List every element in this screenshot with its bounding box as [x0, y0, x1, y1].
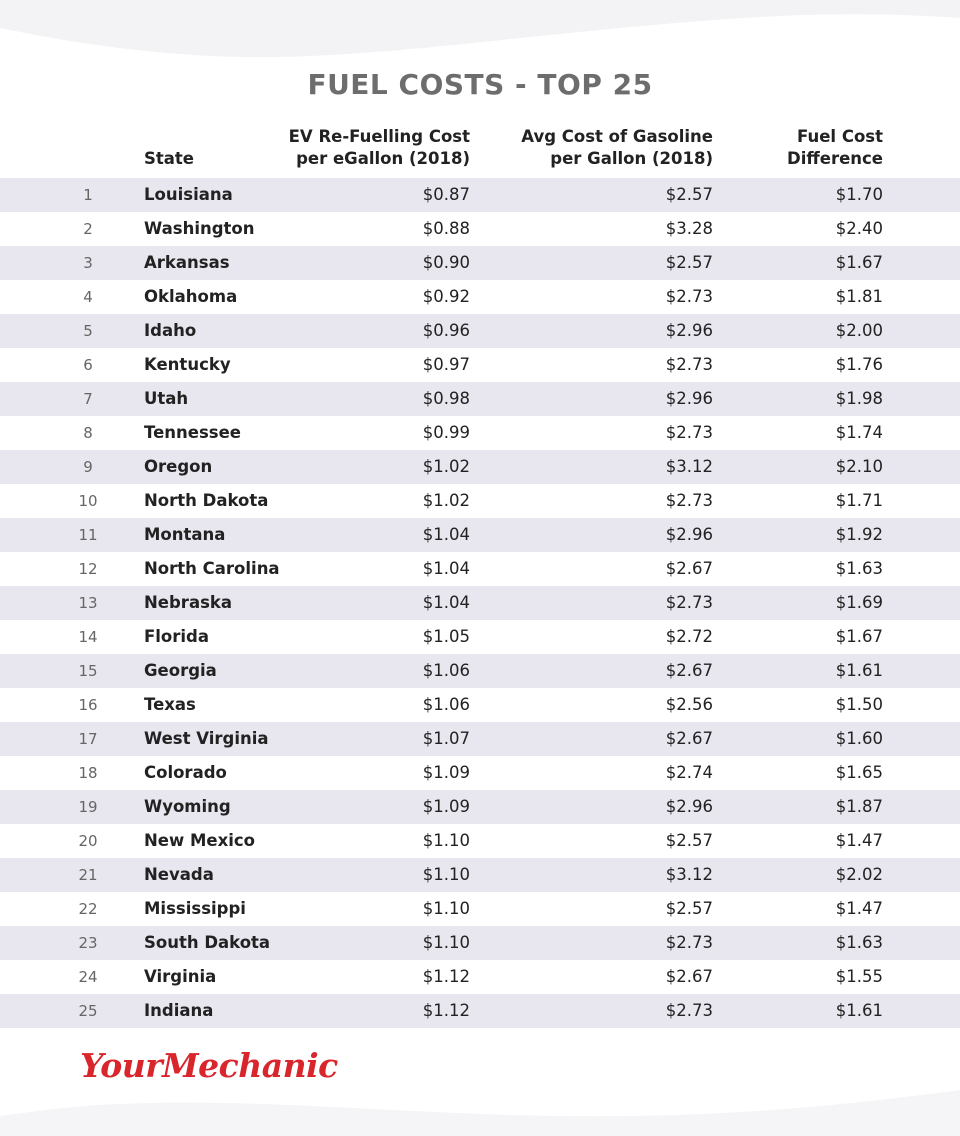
table-row [0, 382, 960, 416]
cell-diff: $1.47 [835, 899, 883, 918]
cell-state: Indiana [144, 1001, 214, 1020]
cell-ev: $0.87 [422, 185, 470, 204]
cell-state: Washington [144, 219, 255, 238]
cell-rank: 2 [83, 220, 93, 238]
cell-diff: $1.63 [835, 559, 883, 578]
cell-state: North Carolina [144, 559, 280, 578]
cell-gas: $2.73 [665, 933, 713, 952]
cell-state: Nebraska [144, 593, 233, 612]
cell-diff: $2.00 [835, 321, 883, 340]
table-row [0, 722, 960, 756]
table-row [0, 654, 960, 688]
cell-rank: 17 [78, 730, 98, 748]
cell-gas: $3.28 [665, 219, 713, 238]
cell-state: Virginia [144, 967, 217, 986]
cell-gas: $2.73 [665, 593, 713, 612]
cell-diff: $2.40 [835, 219, 883, 238]
cell-state: Kentucky [144, 355, 231, 374]
cell-rank: 19 [78, 798, 98, 816]
cell-diff: $1.70 [835, 185, 883, 204]
cell-diff: $1.98 [835, 389, 883, 408]
header-fuel-diff [787, 126, 883, 170]
cell-ev: $1.09 [422, 797, 470, 816]
table-body [0, 178, 960, 1028]
cell-rank: 5 [83, 322, 93, 340]
cell-diff: $1.76 [835, 355, 883, 374]
yourmechanic-logo: YourMechanic [80, 1046, 338, 1085]
cell-rank: 9 [83, 458, 93, 476]
cell-gas: $2.72 [665, 627, 713, 646]
cell-state: New Mexico [144, 831, 256, 850]
table-row [0, 790, 960, 824]
table-row [0, 824, 960, 858]
cell-gas: $2.57 [665, 831, 713, 850]
cell-gas: $2.74 [665, 763, 713, 782]
chart-title: FUEL COSTS - TOP 25 [307, 68, 653, 101]
cell-diff: $1.67 [835, 627, 883, 646]
cell-state: Oklahoma [144, 287, 238, 306]
cell-ev: $1.10 [422, 865, 470, 884]
cell-gas: $2.96 [665, 797, 713, 816]
cell-rank: 11 [78, 526, 98, 544]
cell-ev: $0.96 [422, 321, 470, 340]
cell-state: Montana [144, 525, 226, 544]
table-row [0, 892, 960, 926]
header-fuel-diff-line1: Fuel Cost [797, 127, 883, 146]
cell-state: Oregon [144, 457, 213, 476]
cell-gas: $2.73 [665, 423, 713, 442]
table-row [0, 960, 960, 994]
header-gas-cost-line1: Avg Cost of Gasoline [521, 127, 713, 146]
cell-ev: $1.02 [422, 457, 470, 476]
table-row [0, 416, 960, 450]
cell-ev: $1.04 [422, 559, 470, 578]
cell-rank: 12 [78, 560, 98, 578]
cell-rank: 4 [83, 288, 93, 306]
cell-gas: $2.96 [665, 525, 713, 544]
header-state: State [144, 149, 194, 168]
table-row [0, 348, 960, 382]
cell-gas: $3.12 [665, 457, 713, 476]
cell-gas: $2.57 [665, 185, 713, 204]
header-gas-cost [521, 126, 713, 170]
table-row [0, 620, 960, 654]
cell-ev: $1.07 [422, 729, 470, 748]
cell-diff: $1.67 [835, 253, 883, 272]
cell-ev: $1.04 [422, 525, 470, 544]
cell-diff: $1.69 [835, 593, 883, 612]
cell-state: South Dakota [144, 933, 271, 952]
table-row [0, 314, 960, 348]
cell-diff: $1.61 [835, 1001, 883, 1020]
table-row [0, 552, 960, 586]
cell-state: Nevada [144, 865, 214, 884]
table-row [0, 994, 960, 1028]
table-header [0, 122, 960, 174]
cell-diff: $1.81 [835, 287, 883, 306]
table-row [0, 586, 960, 620]
cell-ev: $0.97 [422, 355, 470, 374]
cell-ev: $1.06 [422, 661, 470, 680]
cell-ev: $0.99 [422, 423, 470, 442]
cell-ev: $0.92 [422, 287, 470, 306]
cell-diff: $1.92 [835, 525, 883, 544]
table-row [0, 212, 960, 246]
cell-rank: 23 [78, 934, 98, 952]
cell-state: Idaho [144, 321, 197, 340]
cell-gas: $2.96 [665, 389, 713, 408]
table-row [0, 178, 960, 212]
cell-rank: 10 [78, 492, 98, 510]
table-row [0, 518, 960, 552]
table-row [0, 756, 960, 790]
table-row [0, 280, 960, 314]
cell-state: Texas [144, 695, 196, 714]
cell-state: Wyoming [144, 797, 231, 816]
cell-diff: $1.87 [835, 797, 883, 816]
cell-gas: $2.57 [665, 899, 713, 918]
cell-rank: 18 [78, 764, 98, 782]
cell-gas: $2.67 [665, 967, 713, 986]
cell-state: Tennessee [144, 423, 241, 442]
cell-gas: $2.67 [665, 729, 713, 748]
cell-ev: $1.04 [422, 593, 470, 612]
cell-gas: $2.57 [665, 253, 713, 272]
cell-rank: 25 [78, 1002, 98, 1020]
cell-rank: 8 [83, 424, 93, 442]
cell-diff: $1.55 [835, 967, 883, 986]
cell-rank: 6 [83, 356, 93, 374]
cell-diff: $2.02 [835, 865, 883, 884]
cell-rank: 15 [78, 662, 98, 680]
cell-state: Georgia [144, 661, 217, 680]
table-row [0, 926, 960, 960]
cell-diff: $2.10 [835, 457, 883, 476]
cell-gas: $2.73 [665, 1001, 713, 1020]
cell-diff: $1.47 [835, 831, 883, 850]
cell-diff: $1.63 [835, 933, 883, 952]
cell-state: North Dakota [144, 491, 269, 510]
cell-gas: $3.12 [665, 865, 713, 884]
cell-state: Mississippi [144, 899, 246, 918]
cell-ev: $1.06 [422, 695, 470, 714]
header-ev-cost-line1: EV Re-Fuelling Cost [288, 127, 470, 146]
cell-ev: $1.09 [422, 763, 470, 782]
cell-state: Arkansas [144, 253, 230, 272]
cell-diff: $1.60 [835, 729, 883, 748]
cell-rank: 22 [78, 900, 98, 918]
table-row [0, 688, 960, 722]
cell-state: Colorado [144, 763, 227, 782]
cell-ev: $1.10 [422, 933, 470, 952]
cell-rank: 1 [83, 186, 93, 204]
cell-gas: $2.73 [665, 355, 713, 374]
table-row [0, 246, 960, 280]
cell-gas: $2.56 [665, 695, 713, 714]
cell-ev: $1.12 [422, 967, 470, 986]
cell-ev: $1.12 [422, 1001, 470, 1020]
cell-rank: 20 [78, 832, 98, 850]
cell-ev: $1.02 [422, 491, 470, 510]
cell-diff: $1.71 [835, 491, 883, 510]
header-ev-cost-line2: per eGallon (2018) [296, 149, 470, 168]
table-row [0, 858, 960, 892]
cell-ev: $0.98 [422, 389, 470, 408]
cell-gas: $2.67 [665, 559, 713, 578]
table-row [0, 484, 960, 518]
cell-state: West Virginia [144, 729, 269, 748]
cell-ev: $0.88 [422, 219, 470, 238]
table-row [0, 450, 960, 484]
cell-rank: 16 [78, 696, 98, 714]
cell-rank: 21 [78, 866, 98, 884]
cell-rank: 13 [78, 594, 98, 612]
cell-ev: $1.10 [422, 899, 470, 918]
cell-rank: 7 [83, 390, 93, 408]
cell-gas: $2.73 [665, 491, 713, 510]
cell-gas: $2.96 [665, 321, 713, 340]
cell-state: Utah [144, 389, 189, 408]
cell-rank: 14 [78, 628, 98, 646]
cell-ev: $1.10 [422, 831, 470, 850]
header-ev-cost [289, 126, 470, 170]
cell-rank: 3 [83, 254, 93, 272]
cell-gas: $2.73 [665, 287, 713, 306]
cell-rank: 24 [78, 968, 98, 986]
cell-diff: $1.65 [835, 763, 883, 782]
cell-diff: $1.50 [835, 695, 883, 714]
cell-ev: $0.90 [422, 253, 470, 272]
cell-state: Florida [144, 627, 210, 646]
cell-diff: $1.61 [835, 661, 883, 680]
header-gas-cost-line2: per Gallon (2018) [550, 149, 713, 168]
cell-ev: $1.05 [422, 627, 470, 646]
cell-gas: $2.67 [665, 661, 713, 680]
cell-state: Louisiana [144, 185, 233, 204]
header-fuel-diff-line2: Difference [787, 149, 883, 168]
cell-diff: $1.74 [835, 423, 883, 442]
